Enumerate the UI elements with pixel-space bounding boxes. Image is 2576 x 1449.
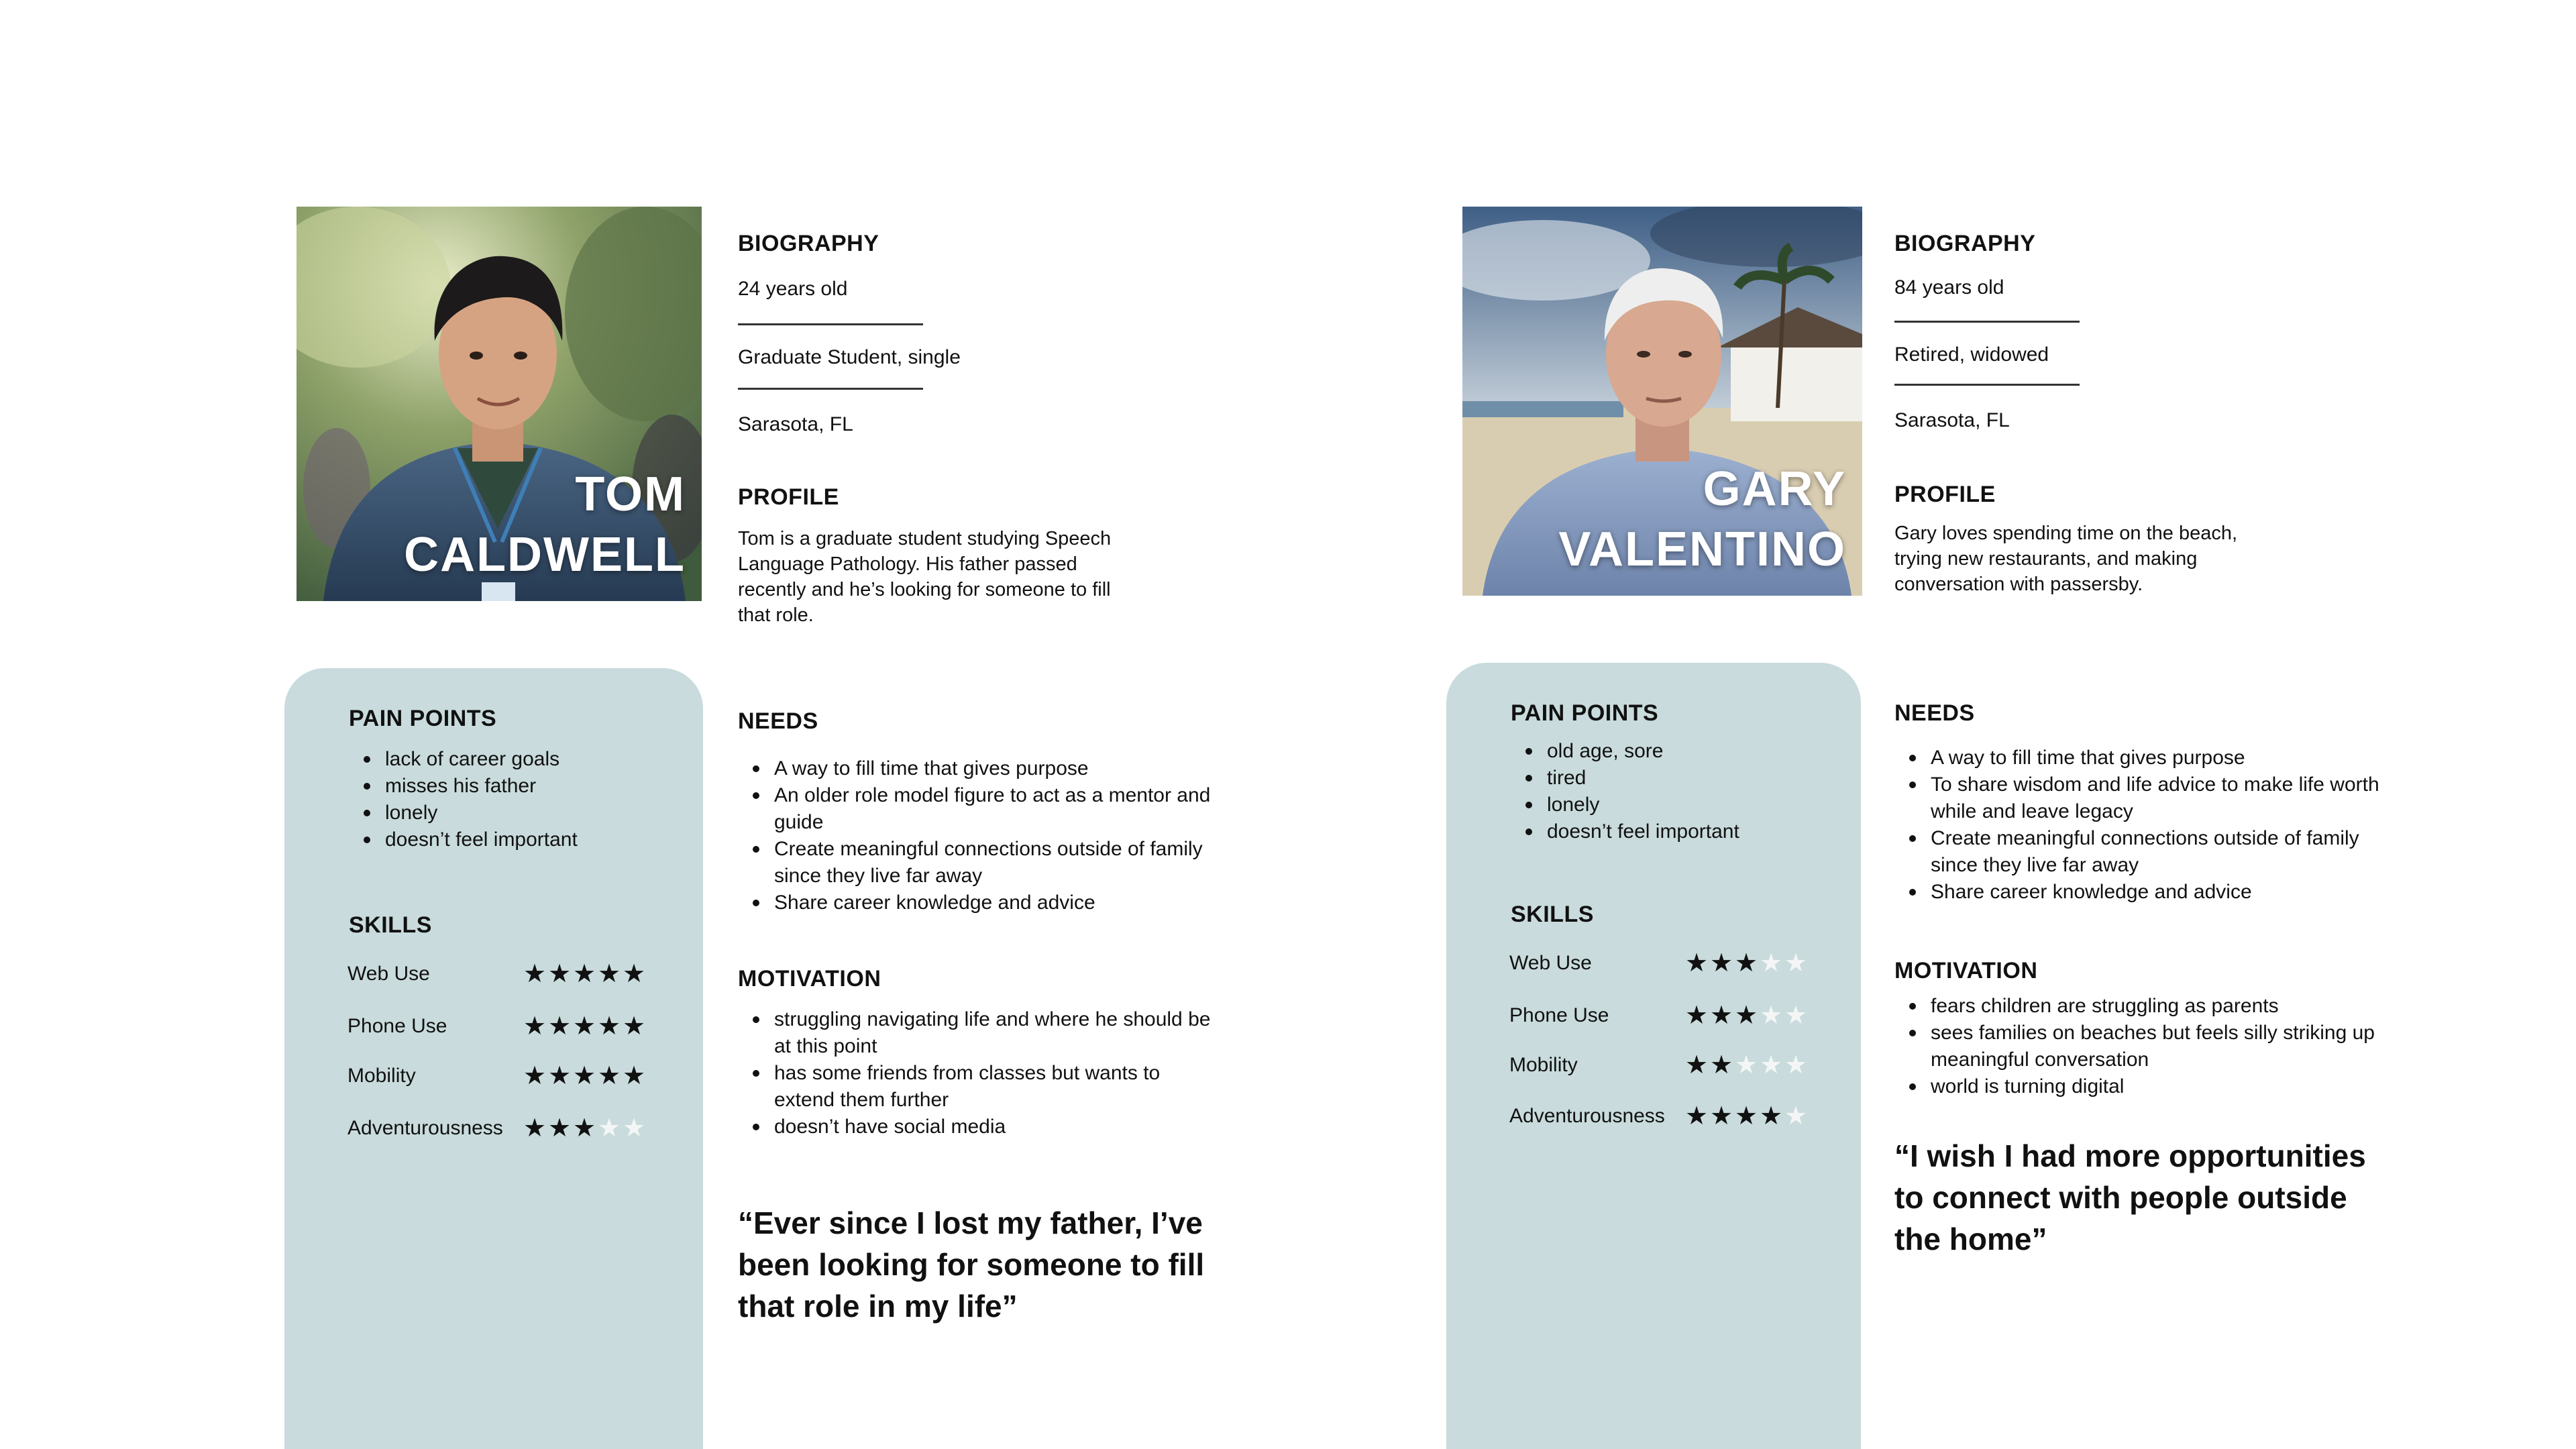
star-filled-icon: ★ <box>523 1012 547 1040</box>
star-filled-icon: ★ <box>1710 1102 1733 1130</box>
star-filled-icon: ★ <box>1710 1002 1733 1030</box>
needs-heading: NEEDS <box>1894 700 1975 726</box>
list-item: misses his father <box>349 773 578 800</box>
persona-card-tom <box>0 0 1275 1449</box>
persona-first-name: GARY <box>1703 462 1846 516</box>
persona-last-name: VALENTINO <box>1558 523 1846 576</box>
persona-quote: “I wish I had more opportunities to connect with people outside the home” <box>1894 1138 2366 1256</box>
list-item: doesn’t feel important <box>349 826 578 853</box>
motivation-list <box>1894 993 2377 1100</box>
list-item: struggling navigating life and where he should be at this point <box>738 1006 1221 1060</box>
list-item: Create meaningful connections outside of family since they live far away <box>1894 825 2391 879</box>
persona-photo <box>1462 207 1862 596</box>
profile-text: Tom is a graduate student studying Speech Language Pathology. His father passed recently and he’s looking for someone to fill that role. <box>738 528 1112 626</box>
skill-label: Adventurousness <box>1509 1105 1665 1127</box>
star-filled-icon: ★ <box>1735 949 1758 977</box>
list-item: sees families on beaches but feels silly striking up meaningful conversation <box>1894 1020 2377 1073</box>
list-item: doesn’t have social media <box>738 1114 1221 1140</box>
star-empty-icon: ★ <box>1784 1102 1808 1130</box>
list-item: tired <box>1511 765 1739 792</box>
needs-list <box>1894 745 2391 906</box>
list-item: Create meaningful connections outside of family since they live far away <box>738 836 1221 890</box>
star-rating <box>1685 1002 1808 1030</box>
star-filled-icon: ★ <box>548 960 572 988</box>
biography-status: Graduate Student, single <box>738 346 961 368</box>
profile-text: Gary loves spending time on the beach, trying new restaurants, and making conversation with passersby. <box>1894 523 2238 595</box>
list-item: A way to fill time that gives purpose <box>1894 745 2391 771</box>
star-filled-icon: ★ <box>623 1012 646 1040</box>
skill-row-phone-use <box>347 1006 656 1046</box>
star-filled-icon: ★ <box>1685 1002 1709 1030</box>
persona-name <box>1558 459 1846 580</box>
persona-first-name: TOM <box>575 468 686 521</box>
list-item: To share wisdom and life advice to make life worth while and leave legacy <box>1894 771 2391 825</box>
divider <box>738 388 923 390</box>
biography-age: 24 years old <box>738 278 848 300</box>
list-item: has some friends from classes but wants to extend them further <box>738 1060 1221 1114</box>
persona-photo <box>297 207 702 601</box>
skill-row-adventurousness <box>347 1108 656 1148</box>
star-empty-icon: ★ <box>1760 949 1783 977</box>
biography-heading: BIOGRAPHY <box>1894 231 2036 256</box>
skill-label: Web Use <box>1509 952 1592 974</box>
skill-label: Mobility <box>347 1065 416 1087</box>
star-rating <box>1685 1051 1808 1079</box>
divider <box>738 323 923 325</box>
star-empty-icon: ★ <box>623 1114 646 1142</box>
star-filled-icon: ★ <box>1710 1051 1733 1079</box>
biography-status: Retired, widowed <box>1894 343 2049 366</box>
star-filled-icon: ★ <box>573 1114 596 1142</box>
star-empty-icon: ★ <box>1784 1002 1808 1030</box>
persona-quote: “Ever since I lost my father, I’ve been looking for someone to fill that role in my life” <box>738 1205 1205 1324</box>
pain-points-list <box>1511 738 1739 845</box>
star-rating <box>523 960 646 988</box>
profile-heading: PROFILE <box>738 484 839 510</box>
needs-list <box>738 755 1221 916</box>
star-filled-icon: ★ <box>548 1114 572 1142</box>
list-item: A way to fill time that gives purpose <box>738 755 1221 782</box>
list-item: lack of career goals <box>349 746 578 773</box>
star-rating <box>1685 1102 1808 1130</box>
star-empty-icon: ★ <box>1760 1051 1783 1079</box>
skill-label: Mobility <box>1509 1054 1578 1076</box>
persona-card-gary <box>1166 0 2440 1449</box>
star-empty-icon: ★ <box>1784 949 1808 977</box>
divider <box>1894 321 2080 323</box>
star-filled-icon: ★ <box>598 1062 621 1090</box>
star-empty-icon: ★ <box>1784 1051 1808 1079</box>
motivation-heading: MOTIVATION <box>1894 958 2038 983</box>
star-filled-icon: ★ <box>523 1114 547 1142</box>
biography-location: Sarasota, FL <box>1894 409 2010 431</box>
motivation-heading: MOTIVATION <box>738 966 881 991</box>
biography-heading: BIOGRAPHY <box>738 231 879 256</box>
star-rating <box>523 1012 646 1040</box>
list-item: world is turning digital <box>1894 1073 2377 1100</box>
motivation-list <box>738 1006 1221 1140</box>
star-filled-icon: ★ <box>573 960 596 988</box>
star-filled-icon: ★ <box>523 960 547 988</box>
list-item: An older role model figure to act as a mentor and guide <box>738 782 1221 836</box>
skill-row-mobility <box>1509 1045 1818 1085</box>
list-item: fears children are struggling as parents <box>1894 993 2377 1020</box>
sidebar-panel <box>284 668 703 1449</box>
star-filled-icon: ★ <box>1710 949 1733 977</box>
star-empty-icon: ★ <box>598 1114 621 1142</box>
skills-heading: SKILLS <box>1511 902 1594 927</box>
skill-row-phone-use <box>1509 996 1818 1036</box>
skill-row-mobility <box>347 1056 656 1096</box>
skills-heading: SKILLS <box>349 912 432 938</box>
star-filled-icon: ★ <box>623 960 646 988</box>
skill-row-web-use <box>1509 943 1818 983</box>
star-filled-icon: ★ <box>548 1012 572 1040</box>
needs-heading: NEEDS <box>738 708 818 734</box>
skill-row-adventurousness <box>1509 1096 1818 1136</box>
star-empty-icon: ★ <box>1735 1051 1758 1079</box>
star-filled-icon: ★ <box>1685 949 1709 977</box>
star-filled-icon: ★ <box>598 1012 621 1040</box>
biography-age: 84 years old <box>1894 276 2004 299</box>
star-rating <box>523 1114 646 1142</box>
pain-points-list <box>349 746 578 853</box>
biography-location: Sarasota, FL <box>738 413 853 435</box>
persona-last-name: CALDWELL <box>404 528 686 582</box>
star-filled-icon: ★ <box>1735 1002 1758 1030</box>
profile-heading: PROFILE <box>1894 482 1996 507</box>
skill-label: Phone Use <box>347 1015 447 1037</box>
star-filled-icon: ★ <box>598 960 621 988</box>
list-item: old age, sore <box>1511 738 1739 765</box>
star-filled-icon: ★ <box>523 1062 547 1090</box>
star-filled-icon: ★ <box>623 1062 646 1090</box>
star-filled-icon: ★ <box>1735 1102 1758 1130</box>
star-filled-icon: ★ <box>573 1062 596 1090</box>
star-filled-icon: ★ <box>1760 1102 1783 1130</box>
skill-label: Phone Use <box>1509 1004 1609 1026</box>
list-item: Share career knowledge and advice <box>1894 879 2391 906</box>
star-filled-icon: ★ <box>573 1012 596 1040</box>
list-item: doesn’t feel important <box>1511 818 1739 845</box>
list-item: lonely <box>349 800 578 826</box>
divider <box>1894 384 2080 386</box>
star-rating <box>1685 949 1808 977</box>
star-filled-icon: ★ <box>1685 1102 1709 1130</box>
skill-label: Adventurousness <box>347 1117 503 1139</box>
pain-points-heading: PAIN POINTS <box>1511 700 1659 726</box>
sidebar-panel <box>1446 663 1861 1449</box>
star-rating <box>523 1062 646 1090</box>
star-filled-icon: ★ <box>548 1062 572 1090</box>
skill-label: Web Use <box>347 963 430 985</box>
star-filled-icon: ★ <box>1685 1051 1709 1079</box>
skill-row-web-use <box>347 954 656 994</box>
list-item: Share career knowledge and advice <box>738 890 1221 916</box>
persona-name <box>404 464 686 585</box>
pain-points-heading: PAIN POINTS <box>349 706 497 731</box>
list-item: lonely <box>1511 792 1739 818</box>
star-empty-icon: ★ <box>1760 1002 1783 1030</box>
